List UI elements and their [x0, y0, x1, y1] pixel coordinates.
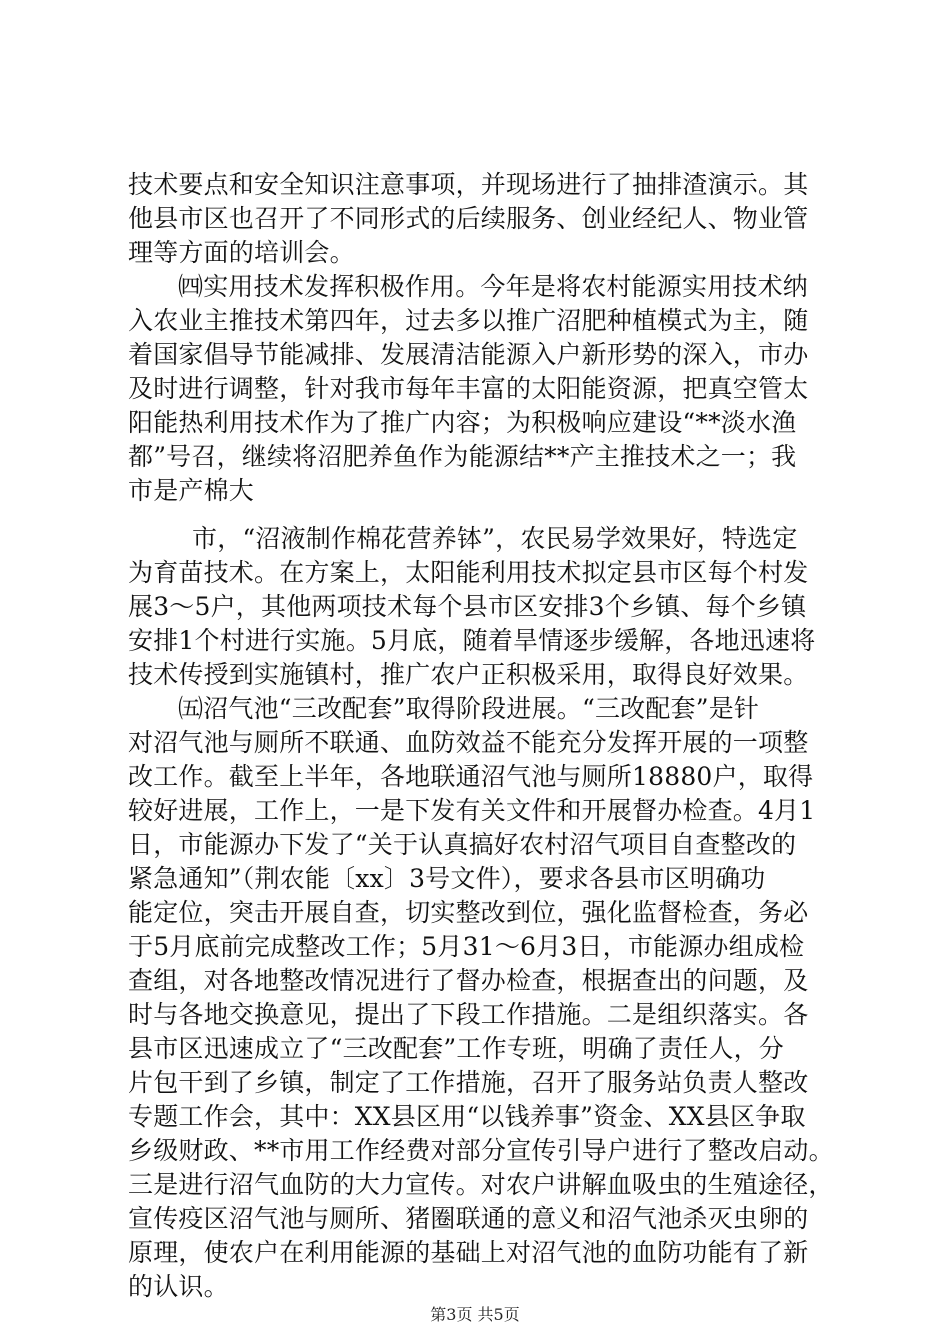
text-line: 三是进行沼气血防的大力宣传。对农户讲解血吸虫的生殖途径， [128, 1170, 834, 1199]
text-line: 查组，对各地整改情况进行了督办检查，根据查出的问题，及 [128, 966, 809, 995]
text-line: 着国家倡导节能减排、发展清洁能源入户新形势的深入，市办 [128, 340, 809, 369]
text-line: 理等方面的培训会。 [128, 238, 355, 267]
text-line: 及时进行调整，针对我市每年丰富的太阳能资源，把真空管太 [128, 374, 809, 403]
text-line: 宣传疫区沼气池与厕所、猪圈联通的意义和沼气池杀灭虫卵的 [128, 1204, 809, 1233]
text-line: 紧急通知”（荆农能〔xx〕3号文件），要求各县市区明确功 [128, 864, 766, 893]
page-footer [0, 1302, 950, 1325]
text-line: 他县市区也召开了不同形式的后续服务、创业经纪人、物业管 [128, 204, 809, 233]
text-line: 为育苗技术。在方案上，太阳能利用技术拟定县市区每个村发 [128, 558, 809, 587]
text-line: 技术传授到实施镇村，推广农户正积极采用，取得良好效果。 [128, 660, 809, 689]
text-line: 时与各地交换意见，提出了下段工作措施。二是组织落实。各 [128, 1000, 809, 1029]
text-line: 片包干到了乡镇，制定了工作措施，召开了服务站负责人整改 [128, 1068, 809, 1097]
text-line: 的认识。 [128, 1272, 229, 1301]
text-line: 原理，使农户在利用能源的基础上对沼气池的血防功能有了新 [128, 1238, 809, 1267]
text-line: 专题工作会，其中：XX县区用“以钱养事”资金、XX县区争取 [128, 1102, 806, 1131]
text-line: 入农业主推技术第四年，过去多以推广沼肥种植模式为主，随 [128, 306, 809, 335]
text-line: 乡级财政、**市用工作经费对部分宣传引导户进行了整改启动。 [128, 1136, 834, 1165]
text-line: 县市区迅速成立了“三改配套”工作专班，明确了责任人，分 [128, 1034, 784, 1063]
text-line: 日，市能源办下发了“关于认真搞好农村沼气项目自查整改的 [128, 830, 797, 859]
text-line: 安排1个村进行实施。5月底，随着旱情逐步缓解，各地迅速将 [128, 626, 816, 655]
text-line: 都”号召，继续将沼肥养鱼作为能源结**产主推技术之一；我 [128, 442, 797, 471]
text-line: 对沼气池与厕所不联通、血防效益不能充分发挥开展的一项整 [128, 728, 809, 757]
text-line: 技术要点和安全知识注意事项，并现场进行了抽排渣演示。其 [128, 170, 809, 199]
text-line: 较好进展，工作上，一是下发有关文件和开展督办检查。4月1 [128, 796, 816, 825]
text-line: 改工作。截至上半年，各地联通沼气池与厕所18880户，取得 [128, 762, 814, 791]
document-body [128, 168, 848, 1304]
section-heading-line: ㈣实用技术发挥积极作用。今年是将农村能源实用技术纳 [178, 272, 809, 301]
text-line: 市，“沼液制作棉花营养钵”，农民易学效果好，特选定 [192, 524, 798, 553]
text-line: 阳能热利用技术作为了推广内容；为积极响应建设“**淡水渔 [128, 408, 797, 437]
text-line: 市是产棉大 [128, 476, 255, 505]
text-line: 展3～5户，其他两项技术每个县市区安排3个乡镇、每个乡镇 [128, 592, 807, 621]
text-line: 能定位，突击开展自查，切实整改到位，强化监督检查，务必 [128, 898, 809, 927]
section-heading-line: ㈤沼气池“三改配套”取得阶段进展。“三改配套”是针 [178, 694, 760, 723]
text-line: 于5月底前完成整改工作；5月31～6月3日，市能源办组成检 [128, 932, 805, 961]
page-number-label: 第3页 共5页 [430, 1305, 520, 1324]
